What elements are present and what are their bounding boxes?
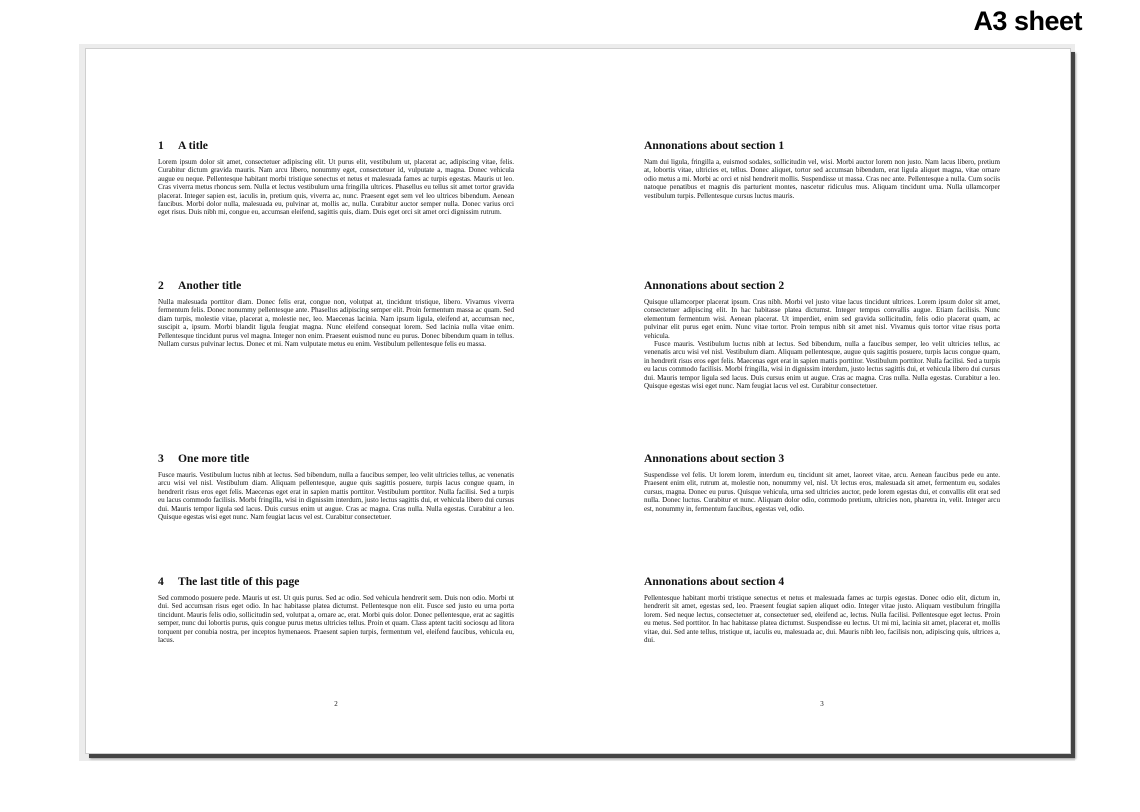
section-paragraph: Lorem ipsum dolor sit amet, consectetuer adipiscing elit. Ut purus elit, vestibulum ut, placerat ac, adipiscing vitae, felis. Curabitur dictum gravida mauris. Nam arcu libero, nonummy eget, consectetuer id, vulputate a, magna. Donec vehicula augue eu neque. Pellentesque habitant morbi tristique senectus et netus et malesuada fames ac turpis egestas. Mauris ut leo. Cras viverra metus rhoncus sem. Nulla et lectus vestibulum urna fringilla ultrices. Phasellus eu tellus sit amet tortor gravida placerat. Integer sapien est, iaculis in, pretium quis, viverra ac, nunc. Praesent eget sem vel leo ultrices bibendum. Aenean faucibus. Morbi dolor nulla, malesuada eu, pulvinar at, mollis ac, nulla. Curabitur auctor semper nulla. Donec varius orci eget risus. Duis nibh mi, congue eu, accumsan eleifend, sagittis quis, diam. Duis eget orci sit amet orci dignissim rutrum. bbox=[158, 158, 514, 217]
sheet-label: A3 sheet bbox=[973, 6, 1082, 36]
right-page bbox=[644, 49, 1000, 753]
annotation-paragraph: Nam dui ligula, fringilla a, euismod sodales, sollicitudin vel, wisi. Morbi auctor lorem non justo. Nam lacus libero, pretium at, lobortis vitae, ultricies et, tellus. Donec aliquet, tortor sed accumsan bibendum, erat ligula aliquet magna, vitae ornare odio metus a mi. Morbi ac orci et nisl hendrerit mollis. Suspendisse ut massa. Cras nec ante. Pellentesque a nulla. Cum sociis natoque penatibus et magnis dis parturient montes, nascetur ridiculus mus. Aliquam tincidunt urna. Nulla ullamcorper vestibulum turpis. Pellentesque cursus luctus mauris. bbox=[644, 158, 1000, 200]
section-4 bbox=[158, 575, 514, 644]
section-paragraph: Fusce mauris. Vestibulum luctus nibh at lectus. Sed bibendum, nulla a faucibus semper, leo velit ultricies tellus, ac venenatis arcu wisi vel nisl. Vestibulum diam. Aliquam pellentesque, augue quis sagittis posuere, turpis lacus congue quam, in hendrerit risus eros eget felis. Maecenas eget erat in sapien mattis porttitor. Vestibulum porttitor. Nulla facilisi. Sed a turpis eu lacus commodo facilisis. Morbi fringilla, wisi in dignissim interdum, justo lectus sagittis dui, et vehicula libero dui cursus dui. Mauris tempor ligula sed lacus. Duis cursus enim ut augue. Cras ac magna. Cras nulla. Nulla egestas. Curabitur a leo. Quisque egestas wisi eget nunc. Nam feugiat lacus vel est. Curabitur consectetuer. bbox=[158, 471, 514, 522]
page-number: 3 bbox=[820, 700, 824, 708]
section-title: Another title bbox=[178, 279, 242, 292]
annotation-title: Annonations about section 3 bbox=[644, 452, 785, 465]
annotation-3 bbox=[644, 452, 1000, 513]
section-number: 3 bbox=[158, 452, 164, 465]
section-heading bbox=[158, 575, 514, 588]
annotation-2 bbox=[644, 279, 1000, 390]
section-heading bbox=[158, 139, 514, 152]
section-2 bbox=[158, 279, 514, 348]
annotation-paragraph: Fusce mauris. Vestibulum luctus nibh at lectus. Sed bibendum, nulla a faucibus semper, leo velit ultricies tellus, ac venenatis arcu wisi vel nisl. Vestibulum diam. Aliquam pellentesque, augue quis sagittis posuere, turpis lacus congue quam, in hendrerit risus eros eget felis. Maecenas eget erat in sapien mattis porttitor. Vestibulum porttitor. Nulla facilisi. Sed a turpis eu lacus commodo facilisis. Morbi fringilla, wisi in dignissim interdum, justo lectus sagittis dui, et vehicula libero dui cursus dui. Mauris tempor ligula sed lacus. Duis cursus enim ut augue. Cras ac magna. Cras nulla. Nulla egestas. Curabitur a leo. Quisque egestas wisi eget nunc. Nam feugiat lacus vel est. Curabitur consectetuer. bbox=[644, 340, 1000, 391]
a3-sheet bbox=[85, 48, 1071, 754]
section-number: 4 bbox=[158, 575, 164, 588]
section-title: The last title of this page bbox=[178, 575, 300, 588]
annotation-title: Annonations about section 2 bbox=[644, 279, 785, 292]
section-title: One more title bbox=[178, 452, 250, 465]
section-3 bbox=[158, 452, 514, 521]
section-number: 2 bbox=[158, 279, 164, 292]
annotation-title: Annonations about section 4 bbox=[644, 575, 785, 588]
section-heading bbox=[158, 452, 514, 465]
left-page bbox=[158, 49, 514, 753]
section-paragraph: Sed commodo posuere pede. Mauris ut est. Ut quis purus. Sed ac odio. Sed vehicula hendrerit sem. Duis non odio. Morbi ut dui. Sed accumsan risus eget odio. In hac habitasse platea dictumst. Pellentesque non elit. Fusce sed justo eu urna porta tincidunt. Mauris felis odio, sollicitudin sed, volutpat a, ornare ac, erat. Morbi quis dolor. Donec pellentesque, erat ac sagittis semper, nunc dui lobortis purus, quis congue purus metus ultricies tellus. Proin et quam. Class aptent taciti sociosqu ad litora torquent per conubia nostra, per inceptos hymenaeos. Praesent sapien turpis, fermentum vel, eleifend faucibus, vehicula eu, lacus. bbox=[158, 594, 514, 645]
annotation-paragraph: Suspendisse vel felis. Ut lorem lorem, interdum eu, tincidunt sit amet, laoreet vitae, arcu. Aenean faucibus pede eu ante. Praesent enim elit, rutrum at, molestie non, nonummy vel, nisl. Ut lectus eros, malesuada sit amet, fermentum eu, sodales cursus, magna. Donec eu purus. Quisque vehicula, urna sed ultricies auctor, pede lorem egestas dui, et convallis elit erat sed nulla. Donec luctus. Curabitur et nunc. Aliquam dolor odio, commodo pretium, ultricies non, pharetra in, velit. Integer arcu est, nonummy in, fermentum faucibus, egestas vel, odio. bbox=[644, 471, 1000, 513]
annotation-title: Annonations about section 1 bbox=[644, 139, 785, 152]
section-title: A title bbox=[178, 139, 208, 152]
annotation-1 bbox=[644, 139, 1000, 200]
section-1 bbox=[158, 139, 514, 217]
section-paragraph: Nulla malesuada porttitor diam. Donec felis erat, congue non, volutpat at, tincidunt tristique, libero. Vivamus viverra fermentum felis. Donec nonummy pellentesque ante. Phasellus adipiscing semper elit. Proin fermentum massa ac quam. Sed diam turpis, molestie vitae, placerat a, molestie nec, leo. Maecenas lacinia. Nam ipsum ligula, eleifend at, accumsan nec, suscipit a, ipsum. Morbi blandit ligula feugiat magna. Nunc eleifend consequat lorem. Sed lacinia nulla vitae enim. Pellentesque tincidunt purus vel magna. Integer non enim. Praesent euismod nunc eu purus. Donec bibendum quam in tellus. Nullam cursus pulvinar lectus. Donec et mi. Nam vulputate metus eu enim. Vestibulum pellentesque felis eu massa. bbox=[158, 298, 514, 349]
page-number: 2 bbox=[334, 700, 338, 708]
annotation-paragraph: Quisque ullamcorper placerat ipsum. Cras nibh. Morbi vel justo vitae lacus tincidunt ultrices. Lorem ipsum dolor sit amet, consectetuer adipiscing elit. In hac habitasse platea dictumst. Integer tempus convallis augue. Etiam facilisis. Nunc elementum fermentum wisi. Aenean placerat. Ut imperdiet, enim sed gravida sollicitudin, felis odio placerat quam, ac pulvinar elit purus eget enim. Nunc vitae tortor. Proin tempus nibh sit amet nisl. Vivamus quis tortor vitae risus porta vehicula. bbox=[644, 298, 1000, 340]
annotation-paragraph: Pellentesque habitant morbi tristique senectus et netus et malesuada fames ac turpis egestas. Donec odio elit, dictum in, hendrerit sit amet, egestas sed, leo. Praesent feugiat sapien aliquet odio. Integer vitae justo. Aliquam vestibulum fringilla lorem. Sed neque lectus, consectetuer at, consectetuer sed, eleifend ac, lectus. Nulla facilisi. Pellentesque eget lectus. Proin eu metus. Sed porttitor. In hac habitasse platea dictumst. Suspendisse eu lectus. Ut mi mi, lacinia sit amet, placerat et, mollis vitae, dui. Sed ante tellus, tristique ut, iaculis eu, malesuada ac, dui. Mauris nibh leo, facilisis non, adipiscing quis, ultrices a, dui. bbox=[644, 594, 1000, 645]
section-heading bbox=[158, 279, 514, 292]
section-number: 1 bbox=[158, 139, 164, 152]
annotation-4 bbox=[644, 575, 1000, 644]
